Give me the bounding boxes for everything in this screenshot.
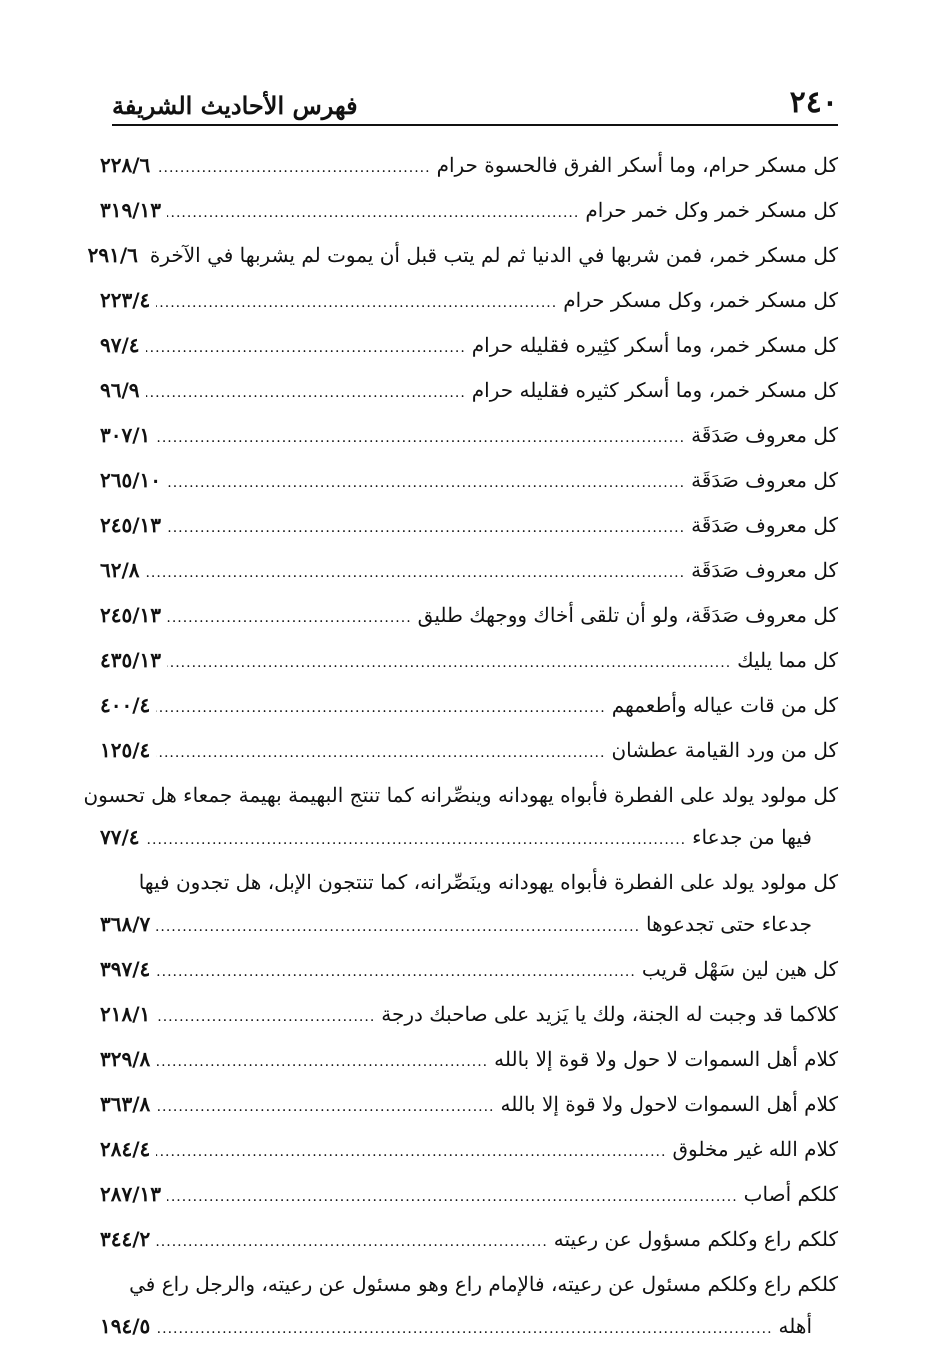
entry-line bbox=[100, 1083, 838, 1128]
entry-line bbox=[100, 684, 838, 729]
dot-leader bbox=[156, 906, 640, 948]
dot-leader bbox=[156, 996, 375, 1038]
entry-line bbox=[100, 279, 838, 324]
index-entry bbox=[100, 1083, 838, 1128]
dot-leader bbox=[156, 687, 605, 729]
dot-leader bbox=[156, 147, 430, 189]
entry-line bbox=[100, 993, 838, 1038]
index-entry bbox=[87, 234, 838, 279]
volume-page-ref: ٧٧/٤ bbox=[100, 825, 140, 849]
dot-leader bbox=[167, 597, 412, 639]
volume-page-ref: ٤٠٠/٤ bbox=[100, 693, 151, 717]
dot-leader bbox=[167, 462, 685, 504]
volume-page-ref: ٢٨٧/١٣ bbox=[100, 1182, 162, 1206]
index-entry bbox=[100, 594, 838, 639]
index-entry bbox=[100, 504, 838, 549]
entry-text: كلاكما قد وجبت له الجنة، ولك يا يَزيد على صاحبك درجة bbox=[381, 1002, 838, 1026]
index-entry bbox=[100, 414, 838, 459]
volume-page-ref: ٦٢/٨ bbox=[100, 558, 140, 582]
entry-text: كل مولود يولد على الفطرة فأبواه يهودانه وينَصِّرانه، كما تنتجون الإبل، هل تجدون فيها bbox=[138, 870, 838, 894]
index-entry bbox=[100, 144, 838, 189]
entry-line bbox=[100, 144, 838, 189]
entry-line bbox=[100, 594, 838, 639]
entry-line bbox=[100, 1038, 838, 1083]
dot-leader bbox=[156, 1131, 666, 1173]
entry-text: كل مسكر خمر، وما أسكر كثيره فقليله حرام bbox=[471, 378, 838, 402]
dot-leader bbox=[167, 642, 731, 684]
index-entry bbox=[100, 549, 838, 594]
index-entry bbox=[100, 279, 838, 324]
entry-text: كل مولود يولد على الفطرة فأبواه يهودانه وينصِّرانه كما تنتج البهيمة بهيمة جمعاء هل تحسون bbox=[83, 783, 838, 807]
entry-text: كل مسكر خمر وكل خمر حرام bbox=[585, 198, 838, 222]
dot-leader bbox=[167, 507, 685, 549]
volume-page-ref: ٢٢٨/٦ bbox=[100, 153, 151, 177]
volume-page-ref: ٣٢٩/٨ bbox=[100, 1047, 151, 1071]
entry-line bbox=[100, 459, 838, 504]
index-entry bbox=[100, 189, 838, 234]
dot-leader bbox=[146, 819, 687, 861]
volume-page-ref: ٣٤٤/٢ bbox=[100, 1227, 151, 1251]
entry-text: كل معروف صَدَقَة bbox=[691, 468, 838, 492]
entry-line bbox=[100, 189, 838, 234]
entry-continuation-line bbox=[100, 903, 838, 948]
entry-line bbox=[87, 234, 838, 279]
entry-line bbox=[100, 1173, 838, 1218]
entry-line bbox=[100, 639, 838, 684]
entry-continuation-line bbox=[100, 816, 838, 861]
hadith-index-list bbox=[83, 144, 838, 1350]
entry-text: كلكم أصاب bbox=[743, 1182, 838, 1206]
index-entry bbox=[100, 729, 838, 774]
entry-text: كل معروف صَدَقَة، ولو أن تلقى أخاك ووجهك طليق bbox=[417, 603, 838, 627]
volume-page-ref: ٣١٩/١٣ bbox=[100, 198, 162, 222]
dot-leader bbox=[167, 1176, 738, 1218]
volume-page-ref: ٣٦٣/٨ bbox=[100, 1092, 151, 1116]
entry-text: كل مسكر حرام، وما أسكر الفرق فالحسوة حرام bbox=[436, 153, 838, 177]
volume-page-ref: ٢٤٥/١٣ bbox=[100, 513, 162, 537]
entry-text: كلام أهل السموات لاحول ولا قوة إلا بالله bbox=[500, 1092, 838, 1116]
dot-leader bbox=[146, 552, 686, 594]
index-entry bbox=[100, 1038, 838, 1083]
index-entry bbox=[100, 1263, 838, 1350]
entry-text: كل مسكر خمر، وما أسكر كثِيره فقليله حرام bbox=[471, 333, 838, 357]
entry-line bbox=[100, 1128, 838, 1173]
volume-page-ref: ٤٣٥/١٣ bbox=[100, 648, 162, 672]
volume-page-ref: ٢١٨/١ bbox=[100, 1002, 151, 1026]
entry-continuation-line bbox=[100, 1305, 838, 1350]
entry-line bbox=[100, 948, 838, 993]
entry-text: كل من قات عياله وأطعمهم bbox=[611, 693, 838, 717]
index-entry bbox=[100, 1173, 838, 1218]
entry-line bbox=[100, 504, 838, 549]
index-entry bbox=[100, 1218, 838, 1263]
page-header bbox=[112, 70, 838, 120]
dot-leader bbox=[156, 282, 557, 324]
entry-continuation: أهله bbox=[778, 1314, 812, 1338]
index-entry bbox=[100, 459, 838, 504]
volume-page-ref: ١٩٤/٥ bbox=[100, 1314, 151, 1338]
dot-leader bbox=[146, 327, 466, 369]
dot-leader bbox=[156, 732, 605, 774]
header-rule bbox=[112, 124, 838, 126]
volume-page-ref: ٢٦٥/١٠ bbox=[100, 468, 162, 492]
index-entry bbox=[100, 639, 838, 684]
entry-text: كل معروف صَدَقَة bbox=[691, 513, 838, 537]
index-entry bbox=[100, 324, 838, 369]
dot-leader bbox=[167, 192, 579, 234]
entry-text: كل من ورد القيامة عطشان bbox=[611, 738, 838, 762]
dot-leader bbox=[156, 1086, 494, 1128]
volume-page-ref: ٩٦/٩ bbox=[100, 378, 140, 402]
entry-text: كلام أهل السموات لا حول ولا قوة إلا بالله bbox=[494, 1047, 838, 1071]
entry-line bbox=[100, 324, 838, 369]
entry-text: كل معروف صَدَقَة bbox=[691, 558, 838, 582]
index-entry bbox=[100, 993, 838, 1038]
dot-leader bbox=[146, 372, 466, 414]
index-entry bbox=[100, 948, 838, 993]
entry-line bbox=[100, 729, 838, 774]
volume-page-ref: ٢٨٤/٤ bbox=[100, 1137, 151, 1161]
running-title: فهرس الأحاديث الشريفة bbox=[112, 91, 358, 120]
dot-leader bbox=[156, 1221, 548, 1263]
entry-text: كل مما يليك bbox=[737, 648, 838, 672]
entry-text: كل مسكر خمر، فمن شربها في الدنيا ثم لم يتب قبل أن يموت لم يشربها في الآخرة bbox=[149, 243, 838, 267]
index-entry bbox=[83, 774, 838, 861]
entry-line bbox=[100, 414, 838, 459]
entry-text: كل هين لين سَهْل قريب bbox=[641, 957, 838, 981]
dot-leader bbox=[156, 951, 636, 993]
index-entry bbox=[100, 369, 838, 414]
entry-text: كل معروف صَدَقَة bbox=[691, 423, 838, 447]
volume-page-ref: ١٢٥/٤ bbox=[100, 738, 151, 762]
index-entry bbox=[100, 684, 838, 729]
volume-page-ref: ٣٠٧/١ bbox=[100, 423, 151, 447]
entry-line bbox=[100, 549, 838, 594]
dot-leader bbox=[156, 1041, 488, 1083]
entry-text: كل مسكر خمر، وكل مسكر حرام bbox=[563, 288, 838, 312]
dot-leader bbox=[156, 1308, 772, 1350]
index-entry bbox=[100, 1128, 838, 1173]
entry-continuation: جدعاء حتى تجدعوها bbox=[646, 912, 812, 936]
volume-page-ref: ٢٤٥/١٣ bbox=[100, 603, 162, 627]
volume-page-ref: ٢٢٣/٤ bbox=[100, 288, 151, 312]
entry-line bbox=[100, 1218, 838, 1263]
entry-continuation: فيها من جدعاء bbox=[692, 825, 812, 849]
dot-leader bbox=[156, 417, 685, 459]
volume-page-ref: ٩٧/٤ bbox=[100, 333, 140, 357]
entry-text: كلكم راع وكلكم مسؤول عن رعيته bbox=[553, 1227, 838, 1251]
entry-text: كلام الله غير مخلوق bbox=[672, 1137, 838, 1161]
volume-page-ref: ٣٩٧/٤ bbox=[100, 957, 151, 981]
index-entry bbox=[100, 861, 838, 948]
entry-line bbox=[100, 369, 838, 414]
volume-page-ref: ٣٦٨/٧ bbox=[100, 912, 151, 936]
entry-text: كلكم راع وكلكم مسئول عن رعيته، فالإمام راع وهو مسئول عن رعيته، والرجل راع في bbox=[129, 1272, 838, 1296]
page-number: ٢٤٠ bbox=[789, 85, 838, 120]
volume-page-ref: ٢٩١/٦ bbox=[87, 243, 138, 267]
